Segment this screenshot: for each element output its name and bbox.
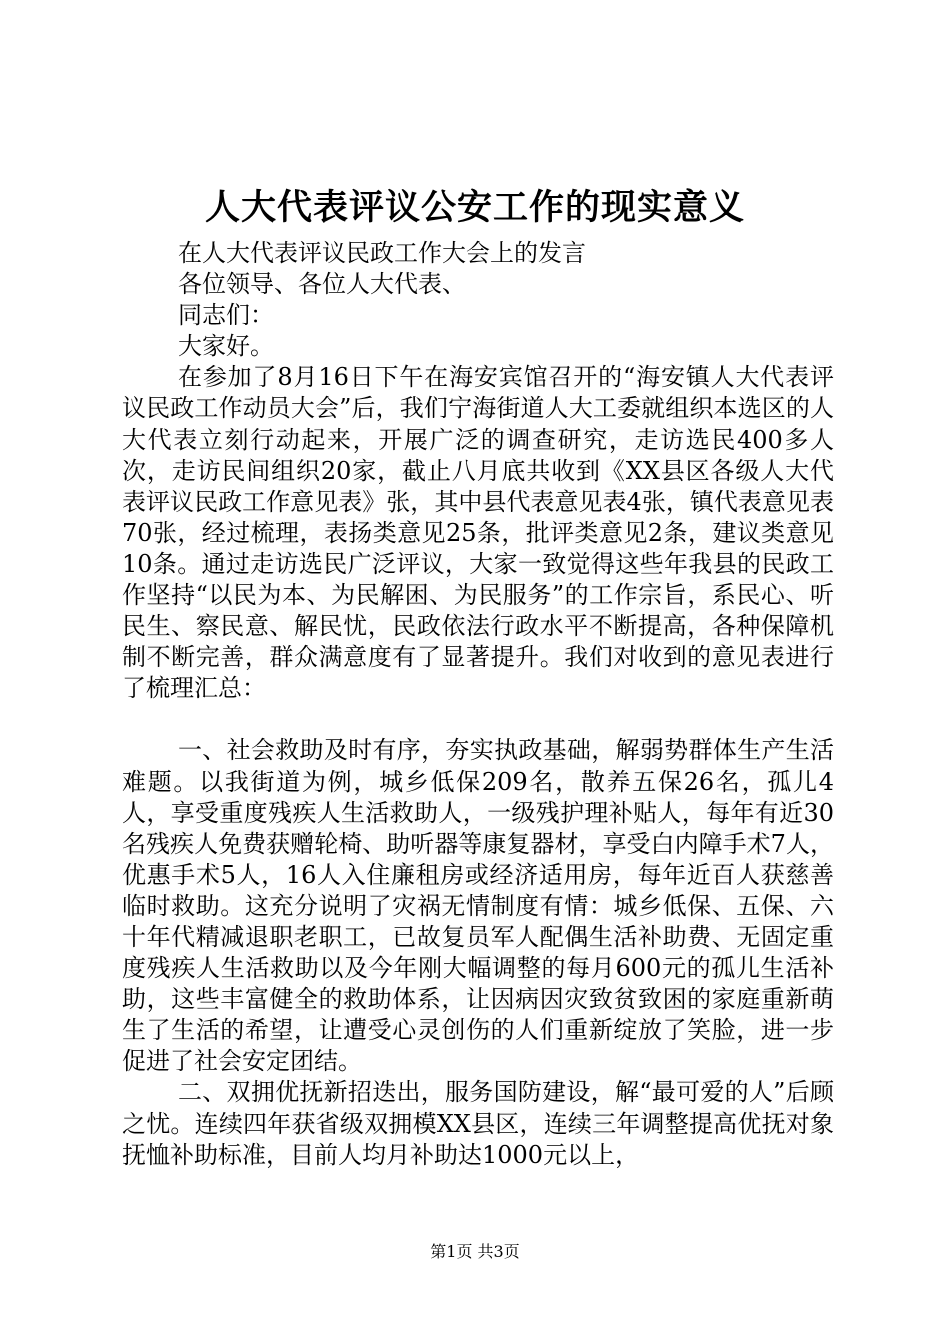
- body-paragraph: 二、双拥优抚新招迭出，服务国防建设，解“最可爱的人”后顾之忧。连续四年获省级双拥模XX县区，连续三年调整提高优抚对象抚恤补助标准，目前人均月补助达1000元以上，: [122, 1078, 834, 1169]
- salutation-paragraph: 同志们：: [178, 301, 274, 330]
- document-title: 人大代表评议公安工作的现实意义: [204, 187, 745, 228]
- page-footer: 第1页 共3页: [430, 1242, 520, 1261]
- body-paragraph: 一、社会救助及时有序，夯实执政基础，解弱势群体生产生活难题。以我街道为例，城乡低保209名，散养五保26名，孤儿4人，享受重度残疾人生活救助人，一级残护理补贴人，每年有近30名残疾人免费获赠轮椅、助听器等康复器材，享受白内障手术7人，优惠手术5人，16人入住廉租房或经济适用房，每年近百人获慈善临时救助。这充分说明了灾祸无情制度有情：城乡低保、五保、六十年代精减退职老职工，已故复员军人配偶生活补助费、无固定重度残疾人生活救助以及今年刚大幅调整的每月600元的孤儿生活补助，这些丰富健全的救助体系，让因病因灾致贫致困的家庭重新萌生了生活的希望，让遭受心灵创伤的人们重新绽放了笑脸，进一步促进了社会安定团结。: [122, 736, 834, 1076]
- subtitle-paragraph: 在人大代表评议民政工作大会上的发言: [178, 239, 586, 267]
- body-paragraph: 在参加了8月16日下午在海安宾馆召开的“海安镇人大代表评议民政工作动员大会”后，我们宁海街道人大工委就组织本选区的人大代表立刻行动起来，开展广泛的调查研究，走访选民400多人次，走访民间组织20家，截止八月底共收到《XX县区各级人大代表评议民政工作意见表》张，其中县代表意见表4张，镇代表意见表70张，经过梳理，表扬类意见25条，批评类意见2条，建议类意见10条。通过走访选民广泛评议，大家一致觉得这些年我县的民政工作坚持“以民为本、为民解困、为民服务”的工作宗旨，系民心、听民生、察民意、解民忧，民政依法行政水平不断提高，各种保障机制不断完善，群众满意度有了显著提升。我们对收到的意见表进行了梳理汇总：: [122, 363, 834, 703]
- salutation-paragraph: 各位领导、各位人大代表、: [178, 270, 466, 299]
- document-body: [122, 238, 834, 1171]
- greeting-paragraph: 大家好。: [178, 332, 274, 361]
